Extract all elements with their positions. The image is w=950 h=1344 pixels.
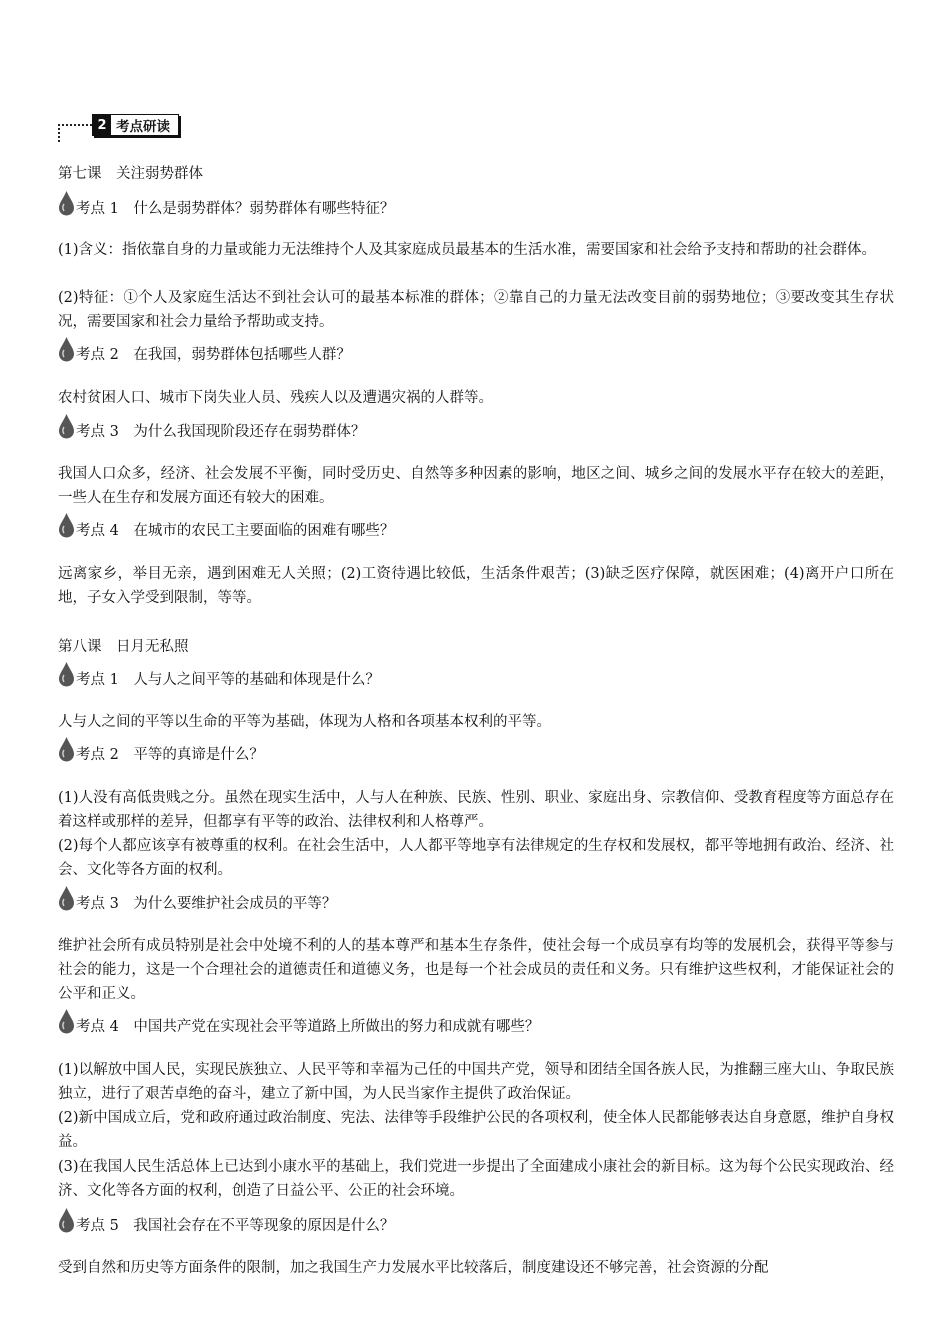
- water-drop-icon: [58, 413, 75, 439]
- answer-paragraph: 维护社会所有成员特别是社会中处境不利的人的基本尊严和基本生存条件，使社会每一个成员享有均等的发展机会，获得平等参与社会的能力，这是一个合理社会的道德责任和道德义务，也是每一个社会成员的责任和义务。只有维护这些权利，才能保证社会的公平和正义。: [58, 938, 894, 1002]
- section-header: [58, 114, 198, 138]
- answer-paragraph: 远离家乡，举目无亲，遇到困难无人关照；(2)工资待遇比较低，生活条件艰苦；(3)缺乏医疗保障，就医困难；(4)离开户口所在地，子女入学受到限制，等等。: [58, 566, 894, 606]
- question-text: 考点 4 中国共产党在实现社会平等道路上所做出的努力和成就有哪些？: [76, 1019, 540, 1035]
- question-item: [58, 885, 894, 915]
- water-drop-icon: [58, 736, 75, 762]
- answer-paragraph: (1)人没有高低贵贱之分。虽然在现实生活中，人与人在种族、民族、性别、职业、家庭出身、宗教信仰、受教育程度等方面总存在着这样或那样的差异，但都享有平等的政治、法律权利和人格尊严。: [58, 790, 894, 830]
- question-item: [58, 1207, 894, 1237]
- answer-paragraph: (2)特征：①个人及家庭生活达不到社会认可的最基本标准的群体；②靠自己的力量无法改变目前的弱势地位；③要改变其生存状况，需要国家和社会力量给予帮助或支持。: [58, 290, 894, 330]
- answer-paragraph: 农村贫困人口、城市下岗失业人员、残疾人以及遭遇灾祸的人群等。: [58, 390, 493, 406]
- question-text: 考点 1 人与人之间平等的基础和体现是什么？: [76, 672, 380, 688]
- question-text: 考点 2 在我国，弱势群体包括哪些人群？: [76, 347, 351, 363]
- question-item: [58, 190, 894, 220]
- question-item: [58, 336, 894, 366]
- answer-paragraph: 受到自然和历史等方面条件的限制，加之我国生产力发展水平比较落后，制度建设还不够完善，社会资源的分配: [58, 1260, 769, 1276]
- question-text: 考点 4 在城市的农民工主要面临的困难有哪些？: [76, 523, 395, 539]
- water-drop-icon: [58, 512, 75, 538]
- question-text: 考点 1 什么是弱势群体？弱势群体有哪些特征？: [76, 201, 395, 217]
- answer-paragraph: 人与人之间的平等以生命的平等为基础，体现为人格和各项基本权利的平等。: [58, 714, 551, 730]
- section-badge: [92, 114, 179, 136]
- question-item: [58, 736, 894, 766]
- answer-paragraph: (2)新中国成立后，党和政府通过政治制度、宪法、法律等手段维护公民的各项权利，使全体人民都能够表达自身意愿，维护自身权益。: [58, 1110, 894, 1150]
- answer-paragraph: (3)在我国人民生活总体上已达到小康水平的基础上，我们党进一步提出了全面建成小康社会的新目标。这为每个公民实现政治、经济、文化等各方面的权利，创造了日益公平、公正的社会环境。: [58, 1159, 894, 1199]
- answer-paragraph: (2)每个人都应该享有被尊重的权利。在社会生活中，人人都平等地享有法律规定的生存权和发展权，都平等地拥有政治、经济、社会、文化等各方面的权利。: [58, 838, 894, 878]
- answer-paragraph: 我国人口众多，经济、社会发展不平衡，同时受历史、自然等多种因素的影响，地区之间、城乡之间的发展水平存在较大的差距，一些人在生存和发展方面还有较大的困难。: [58, 466, 894, 506]
- question-text: 考点 2 平等的真谛是什么？: [76, 747, 264, 763]
- question-item: [58, 413, 894, 443]
- water-drop-icon: [58, 190, 75, 216]
- lesson-title: 第八课 日月无私照: [58, 639, 189, 655]
- answer-paragraph: (1)以解放中国人民，实现民族独立、人民平等和幸福为己任的中国共产党，领导和团结全国各族人民，为推翻三座大山、争取民族独立，进行了艰苦卓绝的奋斗，建立了新中国，为人民当家作主提供了政治保证。: [58, 1062, 894, 1102]
- water-drop-icon: [58, 1008, 75, 1034]
- lesson-title: 第七课 关注弱势群体: [58, 166, 203, 182]
- question-item: [58, 512, 894, 542]
- question-item: [58, 661, 894, 691]
- answer-paragraph: (1)含义：指依靠自身的力量或能力无法维持个人及其家庭成员最基本的生活水准，需要国家和社会给予支持和帮助的社会群体。: [58, 242, 877, 258]
- question-text: 考点 5 我国社会存在不平等现象的原因是什么？: [76, 1218, 395, 1234]
- dotted-leader-vertical: [58, 124, 61, 142]
- water-drop-icon: [58, 661, 75, 687]
- question-text: 考点 3 为什么要维护社会成员的平等？: [76, 896, 337, 912]
- water-drop-icon: [58, 1207, 75, 1233]
- question-text: 考点 3 为什么我国现阶段还存在弱势群体？: [76, 424, 366, 440]
- dotted-leader: [58, 124, 92, 127]
- water-drop-icon: [58, 885, 75, 911]
- section-number: 2: [93, 115, 111, 135]
- question-item: [58, 1008, 894, 1038]
- water-drop-icon: [58, 336, 75, 362]
- section-title: 考点研读: [116, 119, 170, 135]
